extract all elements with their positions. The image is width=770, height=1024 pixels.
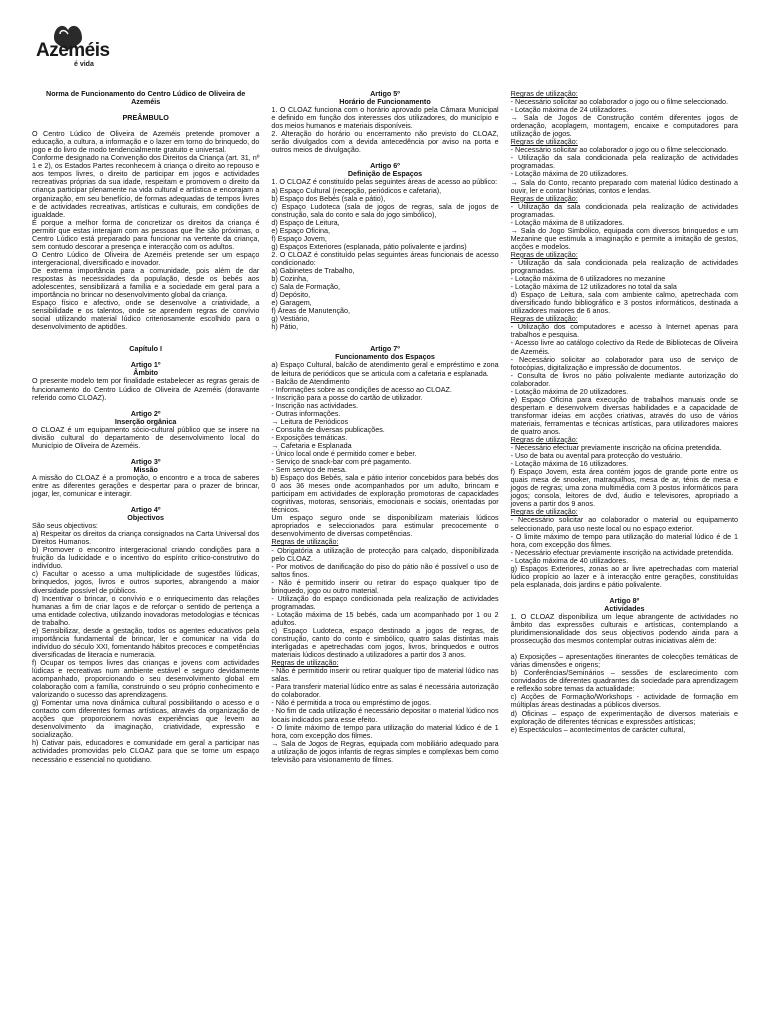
- list-item: h) Pátio,: [271, 322, 299, 332]
- list-item: b) Cozinha,: [271, 274, 309, 284]
- list-item: → Sala de Jogos de Construção contém diferentes jogos de ordenação, acoplagem, montagem, encaixe e computadores para utilização de jogos.: [510, 113, 738, 139]
- rules-label: Regras de utilização:: [510, 89, 578, 98]
- list-item: 2. O CLOAZ é constituído pelas seguintes áreas funcionais de acesso condicionado:: [271, 249, 499, 267]
- article-subheading: Missão: [133, 464, 158, 474]
- list-item: - O limite máximo de tempo para utilização do material lúdico é de 1 hora, com excepção dos filmes.: [271, 722, 499, 740]
- list-item: 1. O CLOAZ é constituído pelas seguintes áreas de acesso ao público:: [271, 177, 498, 187]
- list-item: f) Ocupar os tempos livres das crianças e jovens com actividades lúdicas e recreativas num ambiente estável e seguro devidamente acompanhado, proporcionando o seu desenvolvimento global em colaboração com a família, construindo o seu próprio conhecimento e valorizando o sucesso das aprendizagens.: [32, 657, 260, 700]
- column-2: [271, 90, 498, 764]
- list-item: - Utilização do espaço condicionada pela realização de actividades programadas.: [271, 593, 499, 611]
- list-item: - O limite máximo de tempo para utilização do material lúdico é de 1 hora, com excepção dos filmes.: [510, 531, 738, 549]
- paragraph: De extrema importância para a comunidade, pois além de dar respostas às necessidades da população, desde os bebés aos adolescentes, sensibilizará a família e a sociedade em geral para a importância no brincar no desenvolvimento global da criança.: [32, 265, 260, 300]
- list-item: b) Espaço dos Bebés, sala e pátio interior concebidos para bebés dos 0 aos 36 meses onde acompanhados por um adulto, brincam e participam em actividades de exploração promotoras de capacidades cognitivas, motoras, sensoriais, emocionais e sociais, orientadas por técnicos.: [271, 473, 499, 515]
- list-item: São seus objectivos:: [32, 521, 98, 531]
- column-3: [511, 90, 738, 764]
- list-item: - Lotação máxima de 24 utilizadores.: [510, 105, 629, 115]
- list-item: - Lotação máxima de 12 utilizadores no total da sala: [510, 282, 677, 292]
- list-item: f) Espaço Jovem, esta área contém jogos de grande porte entre os quais mesa de snooker, matraquilhos, mesa de ar, ténis de mesa e jogos de regras; uma zona multimédia com 3 postos informáticos para jogos; consola, leitores de dvd, áudio e televisores, apropriado a jovens a partir dos 9 anos.: [510, 467, 738, 509]
- list-item: - Não é permitida a troca ou empréstimo de jogos.: [271, 698, 432, 708]
- list-item: - Não é permitido inserir ou retirar do espaço qualquer tipo de brinquedo, jogo ou outro material.: [271, 577, 499, 595]
- paragraph: Conforme designado na Convenção dos Direitos da Criança (art. 31, nº 1 e 2), os Estados Partes reconhecem à criança o direito ao repouso e aos tempos livres, o direito de participar em jogos e actividades recreativas próprias da sua idade, respeitam e promovem o direito da criança participar plenamente na vida cultural e artística e encorajam a organização, em seu benefício, de formas adequadas de tempos livres e de actividades recreativas, artísticas e culturais, em condições de igualdade.: [32, 153, 260, 219]
- logo-wordmark: Azeméis: [36, 40, 110, 61]
- paragraph: O Centro Lúdico de Oliveira de Azeméis pretende promover a educação, a cultura, a informação e o lazer em torno do brinquedo, do jogo e do livro de modo tendencialmente gratuito e universal.: [32, 129, 260, 155]
- list-item: d) Incentivar o brincar, o convívio e o enriquecimento das relações humanas a fim de criar laços e de reforçar o sentido de pertença a uma entidade colectiva, utilizando inovadoras metodologias e técnicas de trabalho.: [32, 593, 260, 627]
- list-item: - Lotação máxima de 40 utilizadores.: [510, 555, 629, 565]
- article-heading: Artigo 3º: [130, 456, 161, 466]
- list-item: - Necessário solicitar ao colaborador para uso de serviço de fotocópias, digitalização e impressão de documentos.: [510, 354, 738, 372]
- list-item: 1. O CLOAZ funciona com o horário aprovado pela Câmara Municipal e definido em função dos interesses dos utilizadores, do município e dos meios humanos e materiais disponíveis.: [271, 105, 499, 131]
- list-item: b) Espaço dos Bebés (sala e pátio),: [271, 193, 386, 203]
- list-item: - Outras informações.: [271, 408, 341, 418]
- list-item: - Lotação máxima de 20 utilizadores.: [510, 386, 629, 396]
- article-subheading: Inserção orgânica: [114, 416, 177, 426]
- article-subheading: Actividades: [604, 603, 645, 613]
- list-item: g) Vestiário,: [271, 314, 310, 324]
- list-item: → Sala do Jogo Simbólico, equipada com diversos brinquedos e um Mezanine que estimula a imaginação e permite a imitação de gestos, acções e modelos.: [510, 225, 738, 251]
- list-item: - Uso de bata ou avental para protecção do vestuário.: [510, 451, 683, 461]
- list-item: d) Depósito,: [271, 290, 311, 300]
- list-item: a) Exposições – apresentações itinerantes de colecções temáticas de várias dimensões e origens;: [510, 652, 738, 670]
- article-heading: Artigo 7º: [370, 344, 400, 354]
- list-item: c) Espaço Ludoteca (sala de jogos de regras, sala de jogos de construção, sala do conto e sala do jogo simbólico),: [271, 201, 499, 219]
- document-columns: [32, 90, 738, 764]
- list-item: - Sem serviço de mesa.: [271, 465, 347, 475]
- paragraph: O Centro Lúdico de Oliveira de Azeméis pretende ser um espaço intergeracional, diversificado e inovador.: [32, 249, 260, 267]
- article-heading: Artigo 2º: [130, 408, 161, 418]
- list-item: c) Facultar o acesso a uma multiplicidade de sugestões lúdicas, brinquedos, jogos, livros e outros suportes, abrangendo a maior diversidade possível de públicos.: [32, 569, 260, 595]
- list-item: - Necessário solicitar ao colaborador o jogo ou o filme seleccionado.: [510, 145, 728, 155]
- list-item: c) Acções de Formação/Workshops - actividade de formação em múltiplas áreas destinadas a públicos diversos.: [510, 692, 738, 710]
- list-item: a) Respeitar os direitos da criança consignados na Carta Universal dos Direitos Humanos.: [32, 529, 260, 547]
- list-item: e) Espectáculos – acontecimentos de carácter cultural,: [510, 724, 686, 734]
- rules-label: Regras de utilização:: [510, 435, 578, 445]
- list-item: - Necessário solicitar ao colaborador o jogo ou o filme seleccionado.: [510, 97, 728, 107]
- paragraph: Espaço físico e afectivo, onde se desenvolve a criatividade, a sensibilidade e os talentos, onde se aprendem regras de convívio social utilizando material lúdico criteriosamente escolhido para o desenvolvimento de aptidões.: [32, 298, 260, 332]
- list-item: e) Garagem,: [271, 298, 312, 308]
- article-heading: Artigo 8º: [609, 595, 640, 605]
- list-item: e) Sensibilizar, desde a gestação, todos os agentes educativos pela importância fundamental de brincar, ler e comunicar na vida do indivíduo do século XXI, fomentando hábitos precoces e competências diversificadas de literacia e numeracia.: [32, 625, 260, 659]
- article-heading: Artigo 6º: [370, 161, 400, 171]
- article-subheading: Horário de Funcionamento: [339, 97, 431, 107]
- list-item: c) Sala de Formação,: [271, 282, 341, 292]
- list-item: - Não é permitido inserir ou retirar qualquer tipo de material lúdico nas salas.: [271, 666, 499, 684]
- list-item: - Utilização da sala condicionada pela realização de actividades programadas.: [510, 201, 738, 219]
- article-subheading: Funcionamento dos Espaços: [335, 352, 435, 362]
- rules-label: Regras de utilização:: [271, 658, 339, 668]
- list-item: e) Espaço Oficina,: [271, 225, 331, 235]
- list-item: b) Promover o encontro intergeracional criando condições para a fruição da ludicidade e o incentivo do espírito crítico-construtivo do indivíduo.: [32, 545, 260, 571]
- list-item: g) Espaços Exteriores (esplanada, pátio polivalente e jardins): [271, 241, 467, 251]
- list-item: → Sala de Jogos de Regras, equipada com mobiliário adequado para a utilização de jogos infantis de regras simples e complexas bem como televisão para visionamento de filmes.: [271, 738, 499, 764]
- list-item: - Utilização dos computadores e acesso à Internet apenas para trabalhos e pesquisa.: [510, 322, 738, 340]
- rules-label: Regras de utilização:: [510, 507, 578, 517]
- logo-tagline: é vida: [74, 61, 94, 68]
- list-item: - Lotação máxima de 20 utilizadores.: [510, 169, 629, 179]
- list-item: - Lotação máxima de 8 utilizadores.: [510, 217, 625, 227]
- azemeis-logo: [24, 14, 124, 70]
- list-item: - Necessário efectuar previamente inscrição na oficina pretendida.: [510, 443, 722, 453]
- list-item: - Balcão de Atendimento: [271, 376, 350, 386]
- article-subheading: Definição de Espaços: [347, 169, 423, 179]
- article-subheading: Âmbito: [133, 368, 159, 378]
- list-item: - Obrigatória a utilização de protecção para calçado, disponibilizada pelo CLOAZ.: [271, 545, 499, 563]
- list-item: f) Áreas de Manutenção,: [271, 306, 351, 316]
- list-item: - Exposições temáticas.: [271, 432, 348, 442]
- list-item: - Inscrição para a posse do cartão de utilizador.: [271, 392, 423, 402]
- list-item: - Para transferir material lúdico entre as salas é necessária autorização do colaborador.: [271, 682, 499, 700]
- list-item: - No fim de cada utilização é necessário depositar o material lúdico nos locais indicados para esse efeito.: [271, 706, 499, 724]
- list-item: g) Fomentar uma nova dinâmica cultural possibilitando o acesso e o contacto com diferentes formas artísticas, através da organização de acções que proporcionem novas experiências que levem ao desenvolvimento da imaginação, criatividade, expressão e socialização.: [32, 698, 260, 740]
- list-item: - Necessário solicitar ao colaborador o material ou equipamento seleccionado, para uso neste local ou no espaço exterior.: [510, 515, 738, 533]
- rules-label: Regras de utilização:: [510, 193, 578, 203]
- rules-label: Regras de utilização:: [510, 249, 578, 259]
- list-item: h) Cativar pais, educadores e comunidade em geral a participar nas actividades promovidas pelo CLOAZ para que se torne um espaço necessário e essencial no quotidiano.: [32, 738, 260, 764]
- list-item: a) Gabinetes de Trabalho,: [271, 265, 355, 275]
- list-item: a) Espaço Cultural (recepção, periódicos e cafetaria),: [271, 185, 442, 195]
- rules-label: Regras de utilização:: [271, 537, 339, 547]
- list-item: - Serviço de snack-bar com pré pagamento.: [271, 457, 412, 467]
- list-item: - Inscrição nas actividades.: [271, 400, 359, 410]
- paragraph: A missão do CLOAZ é a promoção, o encontro e a troca de saberes entre as diferentes gerações e despertar para o prazer de brincar, jogar, ler, comunicar e interagir.: [32, 472, 260, 499]
- list-item: d) Espaço de Leitura, sala com ambiente calmo, apetrechada com diversificado fundo bibliográfico e 3 postos informáticos, destinada a utilizadores maiores de 6 anos.: [510, 290, 738, 316]
- column-1: [32, 90, 259, 764]
- preambulo-title: PREÂMBULO: [122, 113, 169, 123]
- list-item: e) Espaço Oficina para execução de trabalhos manuais onde se despertam e desenvolvem diversas habilidades e a capacidade de transformar ideias em acções criativas, através do uso de vários materiais, ferramentas e técnicas artísticas, para utilizadores maiores de quatro anos.: [510, 394, 738, 436]
- list-item: - Consulta de livros no pátio polivalente mediante autorização do colaborador.: [510, 370, 738, 388]
- list-item: → Sala do Conto, recanto preparado com material lúdico destinado a ouvir, ler e contar histórias, contos e lendas.: [510, 177, 738, 195]
- list-item: d) Oficinas – espaço de experimentação de diversos materiais e exploração de diferentes técnicas e expressões artísticas;: [510, 708, 738, 726]
- list-item: d) Espaço de Leitura,: [271, 217, 340, 227]
- document-title: Norma de Funcionamento do Centro Lúdico de Oliveira de Azeméis: [46, 89, 246, 107]
- list-item: f) Espaço Jovem,: [271, 233, 327, 243]
- list-item: - Informações sobre as condições de acesso ao CLOAZ.: [271, 384, 452, 394]
- list-item: - Utilização da sala condicionada pela realização de actividades programadas.: [510, 153, 738, 171]
- list-item: - Lotação máxima de 16 utilizadores.: [510, 459, 629, 469]
- list-item: → Cafetaria e Esplanada: [271, 440, 352, 450]
- rules-label: Regras de utilização:: [510, 314, 578, 324]
- rules-label: Regras de utilização:: [510, 137, 578, 147]
- list-item: - Por motivos de danificação do piso do pátio não é possível o uso de saltos finos.: [271, 561, 499, 579]
- article-heading: Artigo 5º: [370, 89, 400, 98]
- list-item: - Único local onde é permitido comer e beber.: [271, 448, 417, 458]
- list-item: c) Espaço Ludoteca, espaço destinado a jogos de regras, de construção, canto do conto e simbólico, quatro salas distintas mais interligadas e apetrechadas com jogos, livros, brinquedos e outros materiais lúdicos destinado a utilizadores a partir dos 3 anos.: [271, 626, 499, 660]
- article-subheading: Objectivos: [127, 513, 165, 523]
- list-item: - Lotação máxima de 6 utilizadores no mezanine: [510, 274, 666, 284]
- paragraph: O CLOAZ é um equipamento sócio-cultural público que se insere na divisão cultural do departamento de desenvolvimento local do Município de Oliveira de Azeméis.: [32, 424, 260, 450]
- article-heading: Artigo 1º: [130, 360, 161, 370]
- list-item: b) Conferências/Seminários – sessões de esclarecimento com convidados de diferentes quadrantes da sociedade para aprendizagem e reflexão sobre temas da actualidade:: [510, 668, 738, 694]
- paragraph: O presente modelo tem por finalidade estabelecer as regras gerais de funcionamento do Centro Lúdico de Oliveira de Azeméis (doravante referido como CLOAZ).: [32, 376, 260, 402]
- list-item: a) Espaço Cultural, balcão de atendimento geral e empréstimo e zona de leitura de periódicos que se articula com a cafetaria e esplanada.: [271, 360, 499, 378]
- paragraph: É porque a melhor forma de concretizar os direitos da criança é permitir que estas interajam com as pessoas que lhe são próximas, o Centro Lúdico está preparado para funcionar na vertente da criança, sem contudo descorar a presença e interacção com os adultos.: [32, 217, 260, 251]
- list-item: 2. Alteração do horário ou encerramento não previsto do CLOAZ, serão divulgados com a devida antecedência por aviso na porta e outros meios de divulgação.: [271, 129, 499, 155]
- list-item: - Acesso livre ao catálogo colectivo da Rede de Bibliotecas de Oliveira de Azeméis.: [510, 338, 738, 356]
- list-item: 1. O CLOAZ disponibiliza um leque abrangente de actividades no âmbito das expressões culturais e artísticas, contemplando a pluridimensionalidade dos seus objectivos podendo ainda para a prossecução dos mesmos contemplar outras iniciativas além de:: [510, 612, 738, 646]
- list-item: - Necessário efectuar previamente inscrição na actividade pretendida.: [510, 547, 734, 557]
- list-item: - Consulta de diversas publicações.: [271, 424, 385, 434]
- list-item: Um espaço seguro onde se disponibilizam materiais lúdicos apropriados e seleccionados para estimular precocemente o desenvolvimento de diversas competências.: [271, 513, 499, 539]
- list-item: - Utilização da sala condicionada pela realização de actividades programadas.: [510, 257, 738, 276]
- list-item: g) Espaços Exteriores, zonas ao ar livre apetrechadas com material lúdico propício ao lazer e à interacção entre gerações, constituídas pela esplanada, dois jardins e pátio polivalente.: [510, 563, 738, 589]
- list-item: → Leitura de Periódicos: [271, 416, 349, 426]
- list-item: - Lotação máxima de 15 bebés, cada um acompanhado por 1 ou 2 adultos.: [271, 609, 499, 627]
- chapter-heading: Capítulo I: [129, 344, 163, 354]
- article-heading: Artigo 4º: [130, 505, 161, 515]
